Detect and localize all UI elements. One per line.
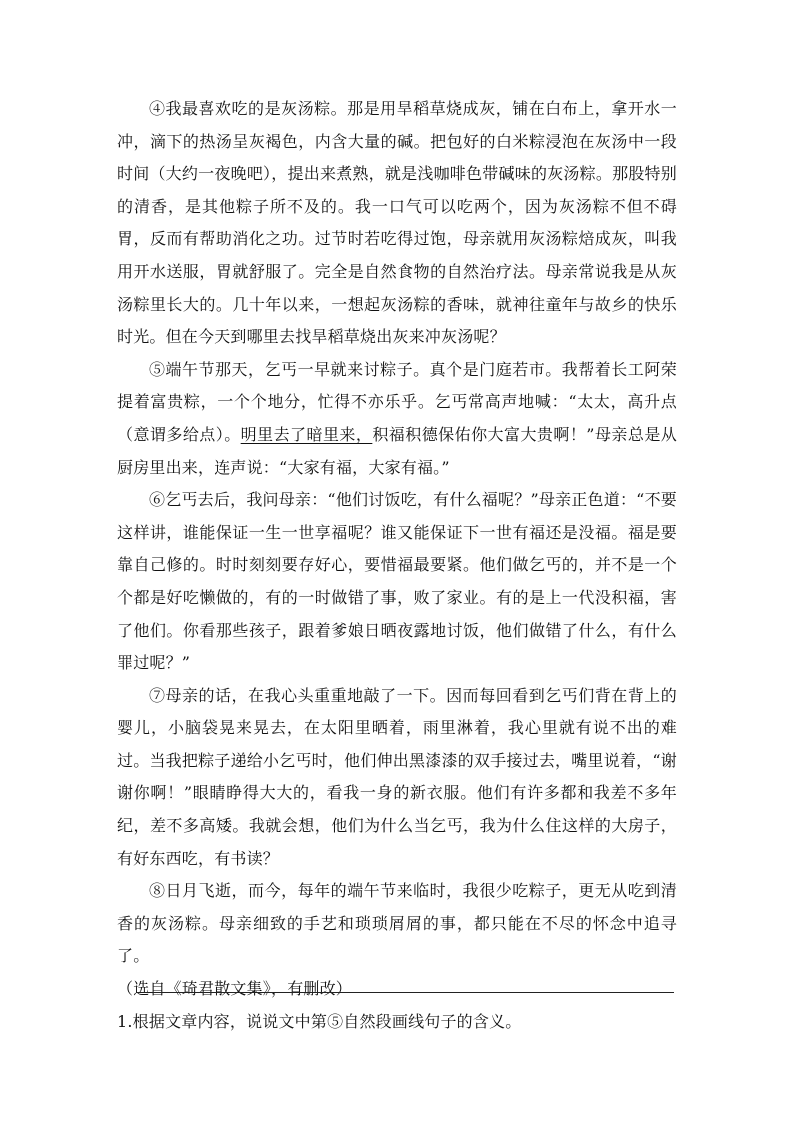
paragraph-7: ⑦母亲的话，在我心头重重地敲了一下。因而每回看到乞丐们背在背上的婴儿，小脑袋晃来晃去，在太阳里晒着，雨里淋着，我心里就有说不出的难过。当我把粽子递给小乞丐时，他们伸出黑漆漆的双手接过去，嘴里说着，“谢谢你啊！”眼睛睁得大大的，看我一身的新衣服。他们有许多都和我差不多年纪，差不多高矮。我就会想，他们为什么当乞丐，我为什么住这样的大房子，有好东西吃，有书读？: [117, 685, 677, 868]
paragraph-4: ④我最喜欢吃的是灰汤粽。那是用旱稻草烧成灰，铺在白布上，拿开水一冲，滴下的热汤呈灰褐色，内含大量的碱。把包好的白米粽浸泡在灰汤中一段时间（大约一夜晚吧），提出来煮熟，就是浅咖啡色带碱味的灰汤粽。那股特别的清香，是其他粽子所不及的。我一口气可以吃两个，因为灰汤粽不但不碍胃，反而有帮助消化之功。过节时若吃得过饱，母亲就用灰汤粽焙成灰，叫我用开水送服，胃就舒服了。完全是自然食物的自然治疗法。母亲常说我是从灰汤粽里长大的。几十年以来，一想起灰汤粽的香味，就神往童年与故乡的快乐时光。但在今天到哪里去找旱稻草烧出灰来冲灰汤呢？: [117, 99, 677, 347]
paragraph-6: ⑥乞丐去后，我问母亲：“他们讨饭吃，有什么福呢？”母亲正色道：“不要这样讲，谁能保证一生一世享福呢？谁又能保证下一世有福还是没福。福是要靠自己修的。时时刻刻要存好心，要惜福最要紧。他们做乞丐的，并不是一个个都是好吃懒做的，有的一时做错了事，败了家业。有的是上一代没积福，害了他们。你看那些孩子，跟着爹娘日晒夜露地讨饭，他们做错了什么，有什么罪过呢？”: [117, 490, 677, 673]
underlined-sentence: 明里去了暗里来，: [240, 424, 373, 444]
article-body: [117, 93, 677, 1038]
question-1: 1.根据文章内容，说说文中第⑤自然段画线句子的含义。: [117, 1011, 522, 1031]
answer-line[interactable]: [136, 992, 674, 993]
paragraph-8: ⑧日月飞逝，而今，每年的端午节来临时，我很少吃粽子，更无从吃到清香的灰汤粽。母亲细致的手艺和琐琐屑屑的事，都只能在不尽的怀念中追寻了。: [117, 881, 677, 966]
paragraph-5-text-after: 积福积德保佑你大富大贵啊！”母亲总是从厨房里出来，连声说：“大家有福，大家有福。”: [117, 424, 677, 477]
source-citation: （选自《琦君散文集》，有删改）: [117, 979, 353, 999]
paragraph-5-text-before: ⑤端午节那天，乞丐一早就来讨粽子。真个是门庭若市。我帮着长工阿荣提着富贵粽，一个个地分，忙得不亦乐乎。乞丐常高声地喊：“太太，高升点（意谓多给点）。: [117, 359, 677, 444]
paragraph-5: [117, 354, 677, 484]
